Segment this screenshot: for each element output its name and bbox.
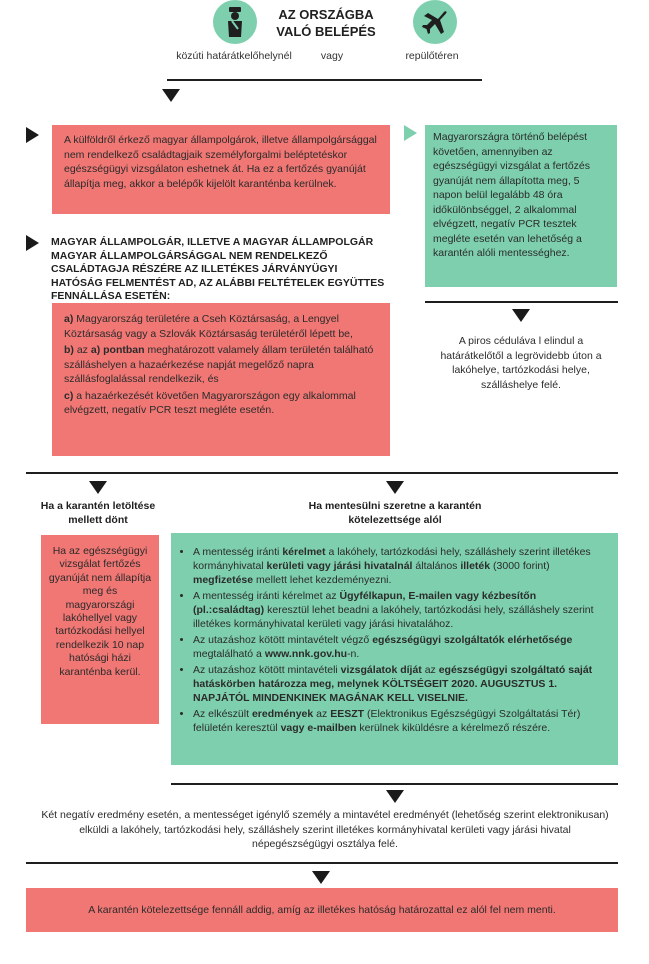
exemption-steps-box bbox=[171, 533, 618, 765]
border-guard-icon bbox=[213, 0, 257, 44]
list-item: • A mentesség iránti kérelmet a lakóhely, tartózkodási hely, szálláshely szerint illetékes kormányhivatal kerületi vagy járási hivatalnál általános illeték (3000 forint) megfizetése mellett lehet kezdeményezni. bbox=[193, 545, 610, 587]
condition-b: b) az a) pontban meghatározott valamely állam területén található szálláshelyen a hazaérkezése napját megelőző napra szállásfoglalással rendelkezik, és bbox=[64, 344, 374, 385]
exemption-heading: MAGYAR ÁLLAMPOLGÁR, ILLETVE A MAGYAR ÁLLAMPOLGÁR MAGYAR ÁLLAMPOLGÁRSÁGGAL NEM RENDELKEZŐ CSALÁDTAGJA RÉSZÉRE AZ ILLETÉKES JÁRVÁNYÜGYI HATÓSÁG FELMENTÉST AD, AZ ALÁBBI FELTÉTELEK EGYÜTTES FENNÁLLÁSA ESETÉN: bbox=[51, 236, 385, 302]
list-item: • A mentesség iránti kérelmet az Ügyfélkapun, E-mailen vagy kézbesítőn (pl.:családtag) keresztül lehet beadni a lakóhely, tartózkodási hely, szálláshely szerint illetékes kormányhivatal kerületi vagy járási hivatalához. bbox=[193, 589, 610, 631]
header-divider bbox=[167, 79, 482, 81]
arrow-right-icon bbox=[26, 127, 39, 143]
list-item: • Az elkészült eredmények az EESZT (Elektronikus Egészségügyi Szolgáltatási Tér) felületén keresztül vagy e-mailben kerülnek kiküldésre a kérelmező részére. bbox=[193, 707, 610, 735]
condition-a: a) Magyarország területére a Cseh Köztársaság, a Lengyel Köztársaság vagy a Szlovák Köztársaság területéről lépett be, bbox=[64, 313, 353, 340]
result-submission-text: Két negatív eredmény esetén, a mentességet igénylő személy a mintavétel eredményét (lehetőség szerint elektronikusan) elküldi a lakóhely, tartózkodási hely, szálláshely szerint illetékes kormányhivatal kerületi vagy járási hivatal népegészségügyi osztálya felé. bbox=[41, 809, 609, 850]
pcr-exemption-box: Magyarországra történő belépést követően, amennyiben az egészségügyi vizsgálat a fertőzés gyanúját nem állapította meg, 5 napon belül legalább 48 óra időkülönbséggel, 2 alkalommal elvégzett, negatív PCR tesztek megléte esetén van lehetőség a karantén alóli mentességhez. bbox=[425, 125, 617, 287]
page-title: AZ ORSZÁGBA VALÓ BELÉPÉS bbox=[276, 7, 376, 39]
arrow-down-icon bbox=[386, 790, 404, 803]
bottom-divider bbox=[26, 862, 618, 864]
middle-divider bbox=[26, 472, 618, 474]
left-entry-label: közúti határátkelőhelynél bbox=[176, 50, 292, 62]
arrow-right-green-icon bbox=[404, 125, 417, 141]
nnk-website-link: www.nnk.gov.hu bbox=[264, 648, 348, 660]
condition-c: c) a hazaérkezését követően Magyarországon egy alkalommal elvégzett, negatív PCR teszt megléte esetén. bbox=[64, 389, 356, 416]
home-quarantine-box: Ha az egészségügyi vizsgálat fertőzés gyanúját nem állapítja meg és magyarországi lakóhellyel vagy tartózkodási hellyel rendelkezik 10 nap hatósági házi karanténba kerül. bbox=[41, 535, 159, 724]
list-item: • Az utazáshoz kötött mintavételt végző egészségügyi szolgáltatók elérhetősége megtalálható a www.nnk.gov.hu-n. bbox=[193, 633, 610, 661]
final-notice-box: A karantén kötelezettsége fennáll addig, amíg az illetékes hatóság határozattal ez alól fel nem menti. bbox=[26, 888, 618, 932]
arrow-down-icon bbox=[162, 89, 180, 102]
right-entry-label: repülőtéren bbox=[405, 50, 459, 62]
list-item: • Az utazáshoz kötött mintavételi vizsgálatok díját az egészségügyi szolgáltató saját hatáskörben határozza meg, melynek KÖLTSÉGEIT 2020. AUGUSZTUS 1. NAPJÁTÓL MINDENKINEK MAGÁNAK KELL VISELNIE. bbox=[193, 663, 610, 705]
or-label: vagy bbox=[320, 50, 344, 62]
arrow-down-icon bbox=[89, 481, 107, 494]
right-divider bbox=[425, 301, 618, 303]
red-slip-text: A piros céduláva l elindul a határátkelőtől a legrövidebb úton a lakóhelye, tartózkodási helye, szálláshelye felé. bbox=[440, 335, 602, 391]
lower-divider bbox=[171, 783, 618, 785]
arrow-down-icon bbox=[312, 871, 330, 884]
entry-health-check-box: A külföldről érkező magyar állampolgárok, illetve állampolgársággal nem rendelkező családtagjaik személyforgalmi beléptetéskor egészségügyi vizsgálaton eshetnek át. Ha ez a fertőzés gyanúját állapítja meg, akkor a belépők kijelölt karanténba kerülnek. bbox=[52, 125, 390, 214]
arrow-right-icon bbox=[26, 235, 39, 251]
right-branch-heading: Ha mentesülni szeretne a karantén kötelezettsége alól bbox=[308, 500, 482, 526]
arrow-down-icon bbox=[512, 309, 530, 322]
airplane-icon bbox=[413, 0, 457, 44]
left-branch-heading: Ha a karantén letöltése mellett dönt bbox=[40, 500, 156, 526]
arrow-down-icon bbox=[386, 481, 404, 494]
conditions-box bbox=[52, 303, 390, 456]
